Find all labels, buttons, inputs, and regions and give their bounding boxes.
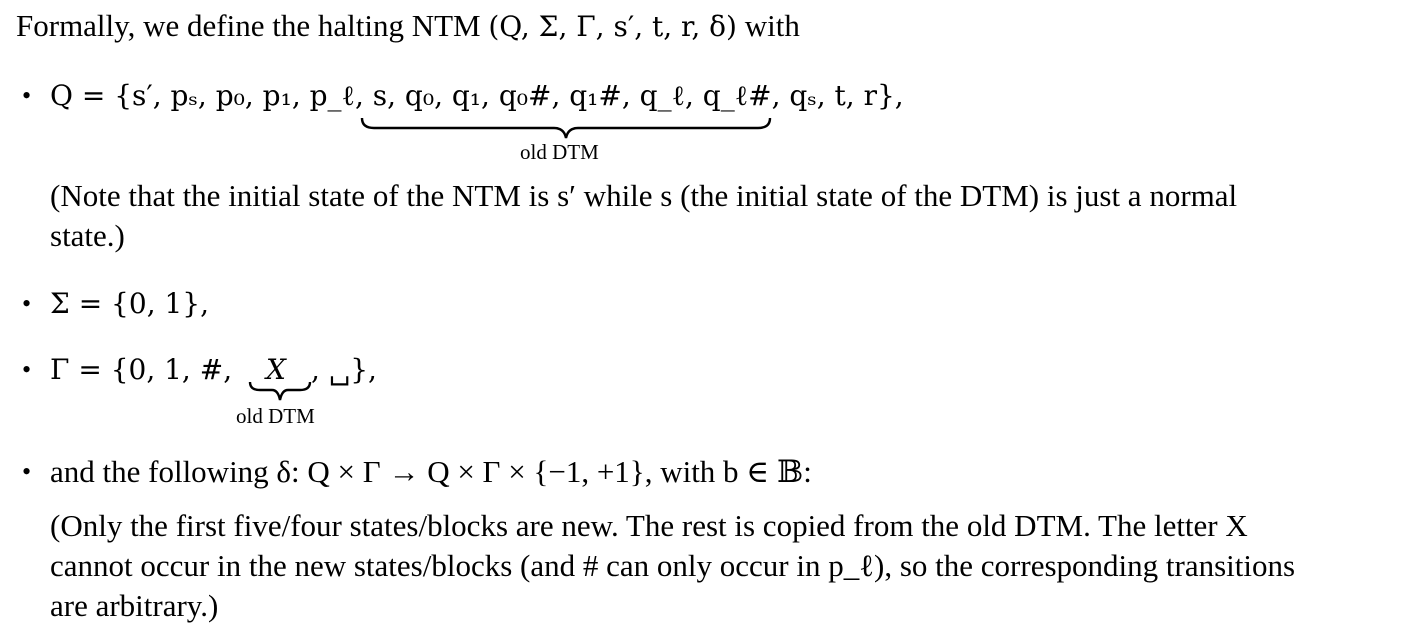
gamma-definition — [50, 350, 377, 390]
q-note-line-1: (Note that the initial state of the NTM is s′ while s (the initial state of the DTM) is just a normal — [50, 178, 1238, 213]
bullet-sigma: • — [22, 289, 32, 318]
gamma-old-symbol: X — [266, 353, 286, 386]
q-closing: }, — [876, 79, 904, 112]
delta-note-line-3: are arbitrary.) — [50, 588, 219, 623]
delta-note-line-2: cannot occur in the new states/blocks (and # can only occur in p_ℓ), so the corresponding transitions — [50, 548, 1296, 583]
gamma-underbrace — [248, 380, 312, 402]
intro-suffix: with — [744, 8, 800, 43]
intro-prefix: Formally, we define the halting NTM — [16, 8, 481, 43]
q-new-states: s′, pₛ, p₀, p₁, p_ℓ, — [132, 79, 364, 112]
bullet-gamma: • — [22, 355, 32, 384]
q-old-states: s, q₀, q₁, q₀#, q₁#, q_ℓ, q_ℓ#, qₛ, t, r — [372, 79, 877, 112]
gamma-brace-label: old DTM — [236, 404, 315, 428]
intro-line — [16, 6, 800, 47]
q-underbrace — [360, 116, 772, 140]
sigma-definition: Σ = {0, 1}, — [50, 287, 210, 320]
gamma-lhs: Γ = {0, 1, #, — [50, 353, 233, 386]
bullet-q: • — [22, 81, 32, 110]
delta-definition: and the following δ: Q × Γ → Q × Γ × {−1, +1}, with b ∈ 𝔹: — [50, 454, 812, 489]
gamma-rest: , ␣}, — [311, 353, 377, 386]
q-definition — [50, 76, 904, 116]
q-lhs: Q = { — [50, 79, 133, 112]
q-brace-label: old DTM — [520, 140, 599, 164]
q-note-line-2: state.) — [50, 218, 125, 253]
delta-note-line-1: (Only the first five/four states/blocks are new. The rest is copied from the old DTM. The letter X — [50, 508, 1248, 543]
ntm-tuple: (Q, Σ, Γ, s′, t, r, δ) — [488, 10, 737, 43]
bullet-delta: • — [22, 457, 32, 486]
